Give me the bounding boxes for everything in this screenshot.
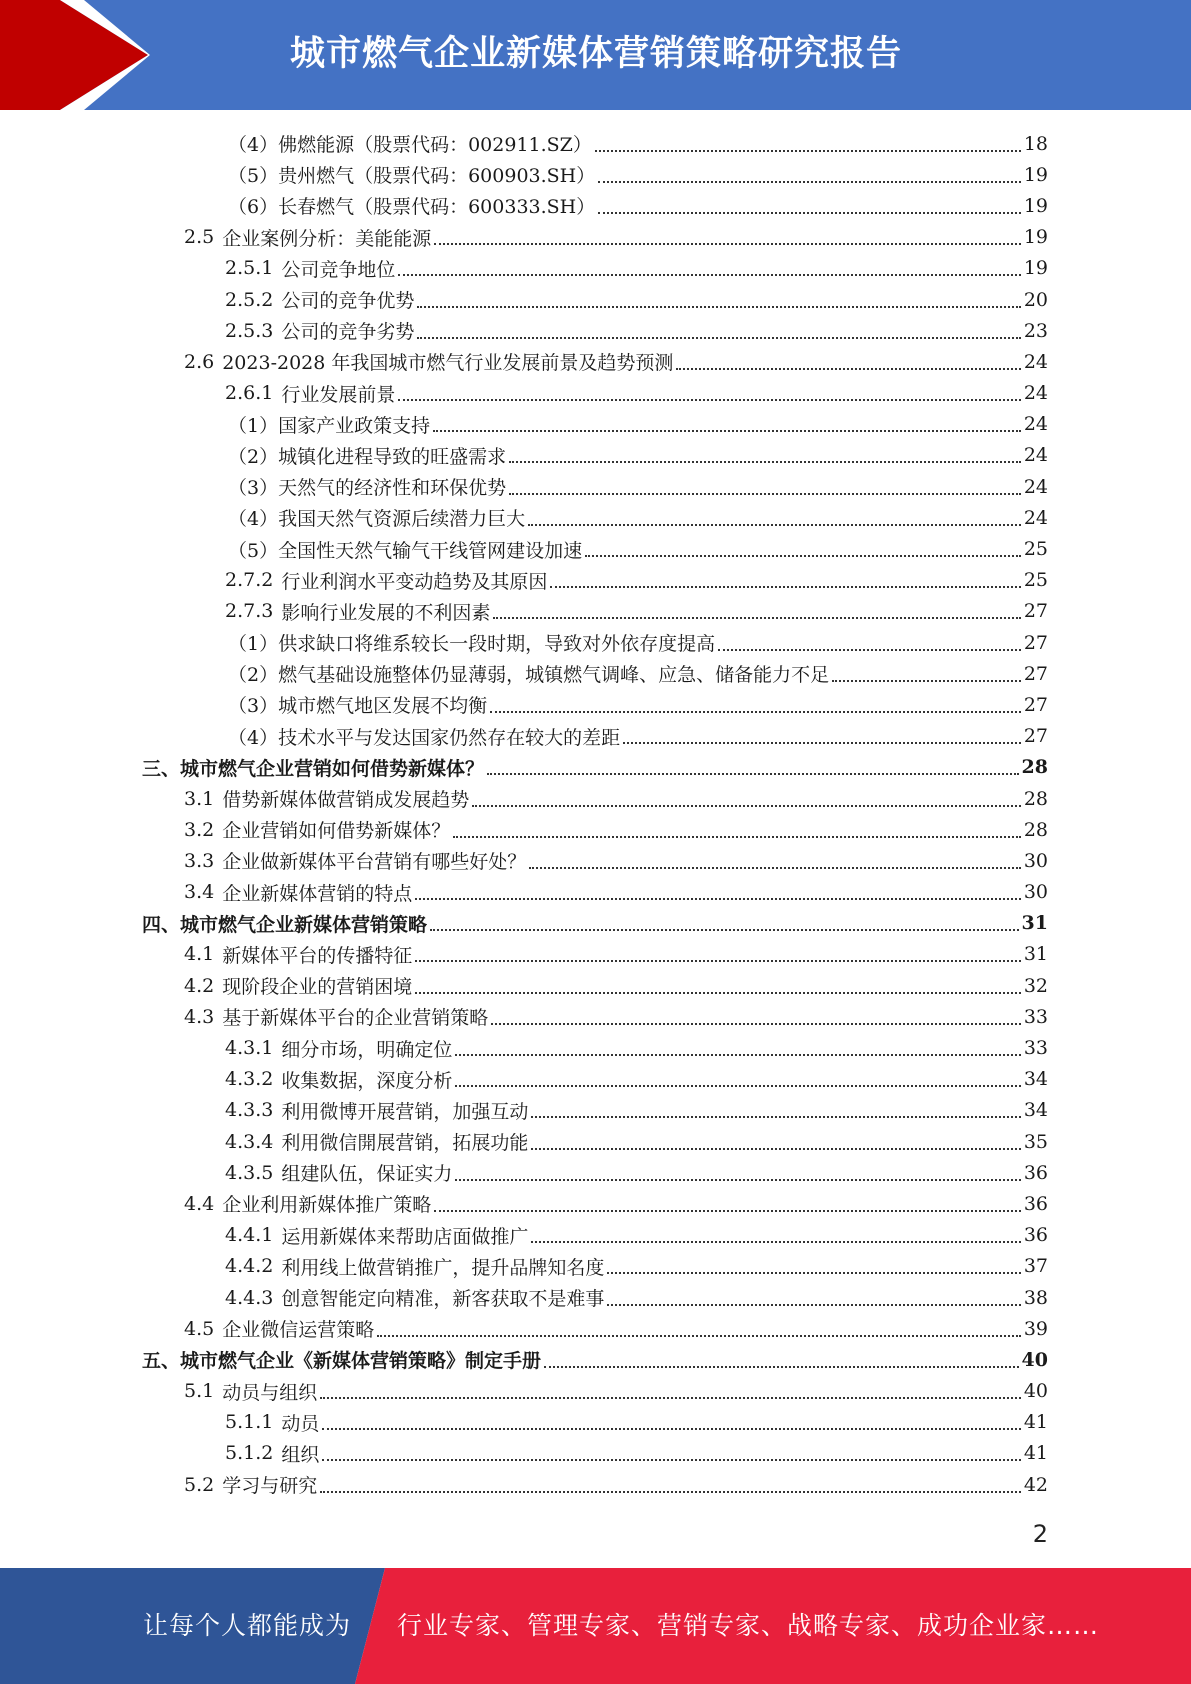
- toc-entry-number: 2.7.2: [225, 569, 274, 592]
- toc-entry-page: 30: [1023, 881, 1048, 904]
- toc-entry-title: 企业利用新媒体推广策略: [222, 1194, 432, 1217]
- toc-entry-number: 3.3: [184, 849, 215, 872]
- toc-entry[interactable]: [0, 783, 1191, 814]
- toc-entry-page: 36: [1023, 1192, 1048, 1215]
- toc-entry[interactable]: [0, 752, 1191, 783]
- toc-entry-number: 4.4.3: [225, 1286, 274, 1309]
- toc-entry-page: 20: [1023, 288, 1048, 311]
- toc-entry-title: 五、城市燃气企业《新媒体营销策略》制定手册: [142, 1350, 542, 1373]
- toc-dot-leader: [415, 960, 1021, 962]
- toc-entry-page: 24: [1023, 506, 1048, 529]
- toc-entry-page: 32: [1023, 974, 1048, 997]
- toc-entry-title: 行业利润水平变动趋势及其原因: [281, 570, 548, 593]
- toc-entry-title: 企业案例分析：美能能源: [222, 227, 432, 250]
- toc-entry-title: 动员与组织: [222, 1381, 318, 1404]
- toc-entry-title: 学习与研究: [222, 1475, 318, 1498]
- toc-dot-leader: [398, 399, 1020, 401]
- toc-entry[interactable]: [0, 1282, 1191, 1313]
- toc-entry-title: 影响行业发展的不利因素: [281, 601, 491, 624]
- toc-entry-number: 4.3.5: [225, 1161, 274, 1184]
- toc-dot-leader: [550, 586, 1020, 588]
- toc-entry-title: 公司的竞争优势: [281, 290, 415, 313]
- toc-dot-leader: [415, 992, 1021, 994]
- toc-dot-leader: [531, 1116, 1020, 1118]
- toc-entry[interactable]: [0, 565, 1191, 596]
- toc-entry-page: 39: [1023, 1317, 1048, 1340]
- toc-entry-page: 40: [1023, 1380, 1048, 1403]
- toc-entry-page: 38: [1023, 1286, 1048, 1309]
- toc-entry-title: 公司竞争地位: [281, 258, 396, 281]
- toc-dot-leader: [544, 1366, 1019, 1368]
- toc-entry-number: 3.2: [184, 818, 215, 841]
- toc-entry-page: 31: [1023, 943, 1048, 966]
- toc-entry[interactable]: [0, 1407, 1191, 1438]
- toc-dot-leader: [529, 867, 1021, 869]
- footer-slogan-right: 行业专家、管理专家、营销专家、战略专家、成功企业家……: [397, 1611, 1100, 1640]
- toc-entry-page: 28: [1021, 756, 1048, 779]
- toc-entry-title: 四、城市燃气企业新媒体营销策略: [142, 913, 428, 936]
- report-title: 城市燃气企业新媒体营销策略研究报告: [290, 34, 903, 74]
- toc-dot-leader: [455, 1085, 1020, 1087]
- toc-entry[interactable]: [0, 190, 1191, 221]
- toc-entry[interactable]: [0, 128, 1191, 159]
- toc-entry-title: （1）供求缺口将维系较长一段时期，导致对外依存度提高: [228, 633, 716, 656]
- toc-entry-number: 3.4: [184, 881, 215, 904]
- toc-dot-leader: [430, 929, 1019, 931]
- toc-entry-number: 5.1.2: [225, 1442, 274, 1465]
- toc-entry-title: （1）国家产业政策支持: [228, 414, 431, 437]
- toc-entry[interactable]: [0, 1251, 1191, 1282]
- toc-dot-leader: [528, 524, 1021, 526]
- toc-dot-leader: [434, 1210, 1021, 1212]
- toc-entry[interactable]: [0, 222, 1191, 253]
- toc-entry-page: 25: [1023, 569, 1048, 592]
- toc-entry-title: 基于新媒体平台的企业营销策略: [222, 1007, 489, 1030]
- toc-entry[interactable]: [0, 159, 1191, 190]
- toc-dot-leader: [676, 368, 1020, 370]
- toc-dot-leader: [322, 1459, 1020, 1461]
- toc-entry[interactable]: [0, 627, 1191, 658]
- toc-entry-page: 19: [1023, 163, 1048, 186]
- toc-entry-number: 5.1.1: [225, 1411, 274, 1434]
- toc-dot-leader: [322, 1428, 1020, 1430]
- toc-entry[interactable]: [0, 502, 1191, 533]
- toc-entry-page: 41: [1023, 1442, 1048, 1465]
- toc-entry-page: 25: [1023, 538, 1048, 561]
- toc-entry-title: 细分市场，明确定位: [281, 1038, 453, 1061]
- toc-dot-leader: [417, 337, 1020, 339]
- toc-entry-title: 利用微博开展营销，加强互动: [281, 1100, 529, 1123]
- toc-dot-leader: [598, 181, 1021, 183]
- toc-entry[interactable]: [0, 689, 1191, 720]
- toc-entry-title: 现阶段企业的营销困境: [222, 976, 413, 999]
- toc-entry-page: 28: [1023, 787, 1048, 810]
- toc-entry-title: 组织: [281, 1443, 320, 1466]
- toc-entry-page: 27: [1023, 631, 1048, 654]
- toc-dot-leader: [585, 555, 1021, 557]
- toc-dot-leader: [417, 306, 1020, 308]
- toc-entry-page: 34: [1023, 1068, 1048, 1091]
- toc-entry[interactable]: [0, 721, 1191, 752]
- toc-entry[interactable]: [0, 970, 1191, 1001]
- toc-entry-page: 40: [1021, 1348, 1048, 1371]
- toc-entry-number: 4.1: [184, 943, 215, 966]
- toc-entry-title: （4）我国天然气资源后续潜力巨大: [228, 508, 526, 531]
- toc-entry-number: 4.4.1: [225, 1224, 274, 1247]
- toc-entry-page: 24: [1023, 475, 1048, 498]
- toc-entry-page: 41: [1023, 1411, 1048, 1434]
- toc-dot-leader: [487, 773, 1019, 775]
- toc-entry-number: 4.3.4: [225, 1130, 274, 1153]
- header-arrow-decoration: [0, 0, 160, 110]
- toc-entry-title: （5）全国性天然气输气干线管网建设加速: [228, 539, 583, 562]
- toc-entry-number: 2.5.1: [225, 257, 274, 280]
- toc-dot-leader: [493, 617, 1020, 619]
- toc-entry-page: 33: [1023, 1005, 1048, 1028]
- toc-entry-title: （5）贵州燃气（股票代码：600903.SH）: [228, 165, 596, 188]
- page-number: 2: [1032, 1520, 1048, 1548]
- toc-entry-title: 企业微信运营策略: [222, 1319, 375, 1342]
- toc-dot-leader: [433, 430, 1021, 432]
- toc-entry-title: 利用微信開展营销，拓展功能: [281, 1132, 529, 1155]
- toc-entry-page: 37: [1023, 1255, 1048, 1278]
- toc-entry-page: 23: [1023, 319, 1048, 342]
- page-header: [0, 0, 1191, 110]
- toc-dot-leader: [415, 898, 1021, 900]
- toc-entry-page: 24: [1023, 382, 1048, 405]
- toc-dot-leader: [453, 836, 1021, 838]
- toc-entry-title: 利用线上做营销推广，提升品牌知名度: [281, 1256, 605, 1279]
- toc-dot-leader: [531, 1241, 1020, 1243]
- toc-entry[interactable]: [0, 1438, 1191, 1469]
- toc-entry-number: 4.5: [184, 1317, 215, 1340]
- toc-entry[interactable]: [0, 1469, 1191, 1500]
- toc-entry-title: 企业做新媒体平台营销有哪些好处？: [222, 851, 527, 874]
- toc-dot-leader: [509, 493, 1021, 495]
- toc-dot-leader: [490, 711, 1021, 713]
- toc-dot-leader: [832, 680, 1021, 682]
- toc-entry[interactable]: [0, 596, 1191, 627]
- toc-entry-title: 新媒体平台的传播特征: [222, 944, 413, 967]
- toc-entry[interactable]: [0, 409, 1191, 440]
- toc-entry-title: （6）长春燃气（股票代码：600333.SH）: [228, 196, 596, 219]
- toc-entry-page: 42: [1023, 1473, 1048, 1496]
- toc-entry[interactable]: [0, 440, 1191, 471]
- toc-entry-title: 创意智能定向精准，新客获取不是难事: [281, 1288, 605, 1311]
- toc-dot-leader: [531, 1148, 1020, 1150]
- toc-entry-title: （2）燃气基础设施整体仍显薄弱，城镇燃气调峰、应急、储备能力不足: [228, 664, 830, 687]
- toc-entry[interactable]: [0, 814, 1191, 845]
- toc-dot-leader: [455, 1054, 1020, 1056]
- toc-entry[interactable]: [0, 658, 1191, 689]
- toc-entry-title: 运用新媒体来帮助店面做推广: [281, 1225, 529, 1248]
- toc-entry-title: （4）佛燃能源（股票代码：002911.SZ）: [228, 134, 592, 157]
- toc-dot-leader: [434, 243, 1021, 245]
- toc-entry-title: （4）技术水平与发达国家仍然存在较大的差距: [228, 726, 621, 749]
- toc-entry-page: 24: [1023, 413, 1048, 436]
- toc-entry[interactable]: [0, 1157, 1191, 1188]
- toc-entry[interactable]: [0, 533, 1191, 564]
- toc-entry-number: 2.5: [184, 226, 215, 249]
- toc-dot-leader: [509, 461, 1021, 463]
- toc-entry-page: 31: [1021, 912, 1048, 935]
- toc-dot-leader: [607, 1304, 1020, 1306]
- toc-entry-number: 4.3.1: [225, 1037, 274, 1060]
- toc-entry-number: 2.6.1: [225, 382, 274, 405]
- toc-entry-page: 24: [1023, 444, 1048, 467]
- toc-entry-title: 组建队伍，保证实力: [281, 1163, 453, 1186]
- toc-entry[interactable]: [0, 1188, 1191, 1219]
- table-of-contents: [0, 128, 1191, 1500]
- toc-entry-number: 4.4: [184, 1192, 215, 1215]
- toc-entry-page: 36: [1023, 1224, 1048, 1247]
- toc-entry-page: 19: [1023, 194, 1048, 217]
- toc-entry[interactable]: [0, 1032, 1191, 1063]
- toc-entry[interactable]: [0, 471, 1191, 502]
- toc-entry-number: 3.1: [184, 787, 215, 810]
- toc-entry[interactable]: [0, 378, 1191, 409]
- toc-entry[interactable]: [0, 284, 1191, 315]
- toc-entry[interactable]: [0, 877, 1191, 908]
- toc-dot-leader: [455, 1179, 1020, 1181]
- toc-entry-page: 19: [1023, 226, 1048, 249]
- toc-entry[interactable]: [0, 908, 1191, 939]
- toc-entry-page: 19: [1023, 257, 1048, 280]
- toc-entry-number: 4.3: [184, 1005, 215, 1028]
- toc-entry-number: 5.1: [184, 1380, 215, 1403]
- toc-entry[interactable]: [0, 845, 1191, 876]
- toc-dot-leader: [607, 1272, 1020, 1274]
- toc-entry-page: 18: [1023, 132, 1048, 155]
- toc-entry-page: 34: [1023, 1099, 1048, 1122]
- toc-dot-leader: [491, 1023, 1021, 1025]
- toc-entry-number: 4.3.2: [225, 1068, 274, 1091]
- toc-entry-number: 4.3.3: [225, 1099, 274, 1122]
- toc-entry[interactable]: [0, 1376, 1191, 1407]
- toc-entry[interactable]: [0, 1095, 1191, 1126]
- toc-entry-number: 5.2: [184, 1473, 215, 1496]
- toc-entry-page: 27: [1023, 725, 1048, 748]
- toc-entry-page: 28: [1023, 818, 1048, 841]
- toc-entry-title: （3）天然气的经济性和环保优势: [228, 477, 507, 500]
- toc-entry-number: 4.2: [184, 974, 215, 997]
- toc-entry-title: （3）城市燃气地区发展不均衡: [228, 695, 488, 718]
- toc-dot-leader: [320, 1491, 1021, 1493]
- footer-slogan-left: 让每个人都能成为: [143, 1611, 352, 1640]
- toc-entry-title: 三、城市燃气企业营销如何借势新媒体？: [142, 757, 485, 780]
- toc-entry[interactable]: [0, 1313, 1191, 1344]
- toc-entry-page: 27: [1023, 693, 1048, 716]
- toc-entry[interactable]: [0, 1220, 1191, 1251]
- toc-entry-page: 36: [1023, 1161, 1048, 1184]
- toc-entry-title: 借势新媒体做营销成发展趋势: [222, 789, 470, 812]
- toc-dot-leader: [595, 150, 1021, 152]
- toc-entry-page: 33: [1023, 1037, 1048, 1060]
- toc-entry-page: 30: [1023, 849, 1048, 872]
- toc-dot-leader: [472, 805, 1021, 807]
- toc-entry-title: 公司的竞争劣势: [281, 321, 415, 344]
- toc-entry-title: 企业新媒体营销的特点: [222, 882, 413, 905]
- toc-entry[interactable]: [0, 1064, 1191, 1095]
- toc-dot-leader: [718, 649, 1021, 651]
- toc-entry-title: 动员: [281, 1412, 320, 1435]
- toc-entry[interactable]: [0, 253, 1191, 284]
- page-footer: [0, 1568, 1191, 1684]
- toc-entry-number: 2.5.3: [225, 319, 274, 342]
- toc-entry[interactable]: [0, 315, 1191, 346]
- toc-entry-title: （2）城镇化进程导致的旺盛需求: [228, 445, 507, 468]
- toc-entry[interactable]: [0, 346, 1191, 377]
- toc-entry[interactable]: [0, 1344, 1191, 1375]
- toc-entry-number: 2.6: [184, 350, 215, 373]
- toc-entry-number: 2.7.3: [225, 600, 274, 623]
- toc-entry-title: 收集数据，深度分析: [281, 1069, 453, 1092]
- toc-entry[interactable]: [0, 1001, 1191, 1032]
- toc-entry-title: 2023-2028 年我国城市燃气行业发展前景及趋势预测: [222, 352, 674, 375]
- toc-entry-page: 24: [1023, 350, 1048, 373]
- toc-entry-title: 企业营销如何借势新媒体？: [222, 820, 451, 843]
- toc-entry-page: 35: [1023, 1130, 1048, 1153]
- toc-entry-title: 行业发展前景: [281, 383, 396, 406]
- toc-entry-page: 27: [1023, 600, 1048, 623]
- toc-dot-leader: [398, 274, 1020, 276]
- toc-dot-leader: [377, 1335, 1021, 1337]
- toc-entry[interactable]: [0, 1126, 1191, 1157]
- toc-entry-number: 2.5.2: [225, 288, 274, 311]
- toc-entry[interactable]: [0, 939, 1191, 970]
- toc-dot-leader: [598, 212, 1021, 214]
- toc-dot-leader: [623, 742, 1021, 744]
- toc-entry-number: 4.4.2: [225, 1255, 274, 1278]
- toc-dot-leader: [320, 1397, 1021, 1399]
- toc-entry-page: 27: [1023, 662, 1048, 685]
